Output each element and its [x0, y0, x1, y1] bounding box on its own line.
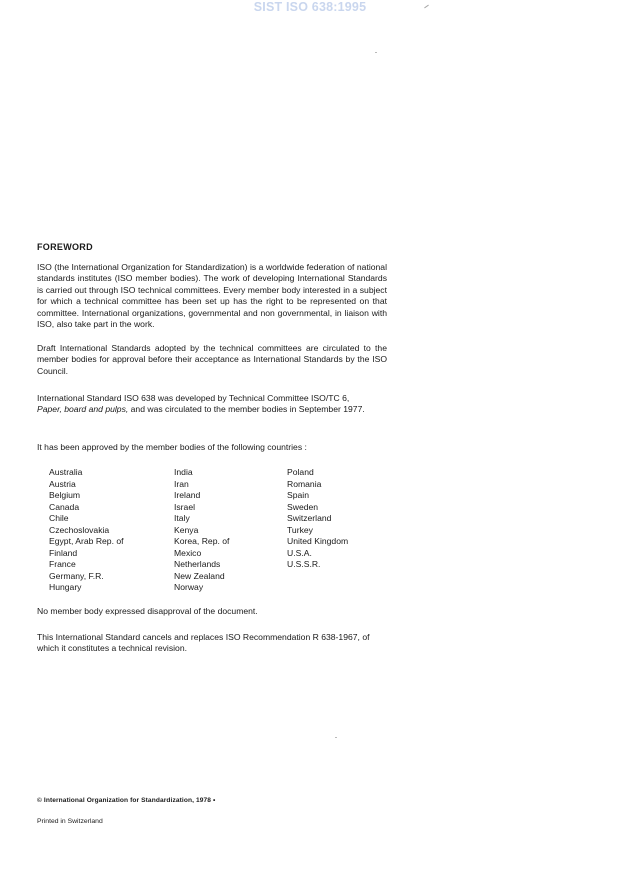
country-item: New Zealand [174, 570, 225, 581]
disapproval-note: No member body expressed disapproval of the document. [37, 606, 258, 616]
country-item: United Kingdom [287, 536, 349, 546]
country-item: Italy [174, 513, 190, 523]
standard-tail-text: and was circulated to the member bodies in September 1977. [130, 404, 365, 415]
country-item: Poland [287, 467, 314, 477]
foreword-paragraph-standard [37, 393, 387, 416]
printed-in-line: Printed in Switzerland [37, 818, 103, 825]
country-item: India [174, 467, 193, 477]
country-item: U.S.A. [287, 547, 312, 558]
country-item: Netherlands [174, 559, 221, 569]
country-item: Sweden [287, 501, 319, 512]
country-item: Turkey [287, 524, 313, 535]
approval-intro: It has been approved by the member bodies of the following countries : [37, 442, 307, 452]
country-column-2 [174, 467, 287, 594]
document-watermark: SIST ISO 638:1995 [253, 0, 367, 14]
country-item: Australia [49, 467, 83, 477]
country-item: Iran [174, 478, 189, 489]
country-column-1 [49, 467, 174, 594]
country-item: Belgium [49, 490, 81, 500]
foreword-heading: FOREWORD [37, 242, 93, 252]
scan-speck [375, 52, 377, 53]
standard-committee-title: Paper, board and pulps, [37, 404, 129, 415]
country-item: Germany, F.R. [49, 570, 104, 581]
country-item: Kenya [174, 524, 199, 535]
copyright-line: © International Organization for Standardization, 1978 • [37, 797, 216, 804]
country-item: Hungary [49, 582, 82, 592]
foreword-paragraph-drafts: Draft International Standards adopted by the technical committees are circulated to the member bodies for approval before their acceptance as International Standards by the ISO Council. [37, 343, 387, 376]
country-item: Czechoslovakia [49, 524, 110, 535]
scan-speck [335, 737, 337, 738]
country-item: Austria [49, 478, 76, 489]
country-item: Chile [49, 513, 69, 523]
country-item: Egypt, Arab Rep. of [49, 536, 124, 546]
country-item: Switzerland [287, 513, 332, 523]
country-item: France [49, 559, 76, 569]
country-item: Korea, Rep. of [174, 536, 230, 546]
country-item: U.S.S.R. [287, 559, 321, 569]
country-item: Romania [287, 478, 322, 489]
country-item: Spain [287, 490, 309, 500]
country-item: Finland [49, 547, 78, 558]
foreword-paragraph-iso: ISO (the International Organization for Standardization) is a worldwide federation of national standards institutes (ISO member bodies). The work of developing International Standards is carried out through ISO technical committees. Every member body interested in a subject for which a technical committee has been set up has the right to be represented on that committee. International organizations, governmental and non governmental, in liaison with ISO, also take part in the work. [37, 262, 387, 330]
country-column-3 [287, 467, 389, 594]
country-item: Norway [174, 582, 204, 592]
country-item: Mexico [174, 547, 202, 558]
country-item: Ireland [174, 490, 201, 500]
country-item: Israel [174, 501, 196, 512]
country-list [49, 467, 389, 594]
cancellation-note: This International Standard cancels and replaces ISO Recommendation R 638-1967, of which it constitutes a technical revision. [37, 632, 370, 654]
standard-lead-text: International Standard ISO 638 was developed by Technical Committee ISO/TC 6, [37, 393, 350, 403]
country-item: Canada [49, 501, 80, 512]
